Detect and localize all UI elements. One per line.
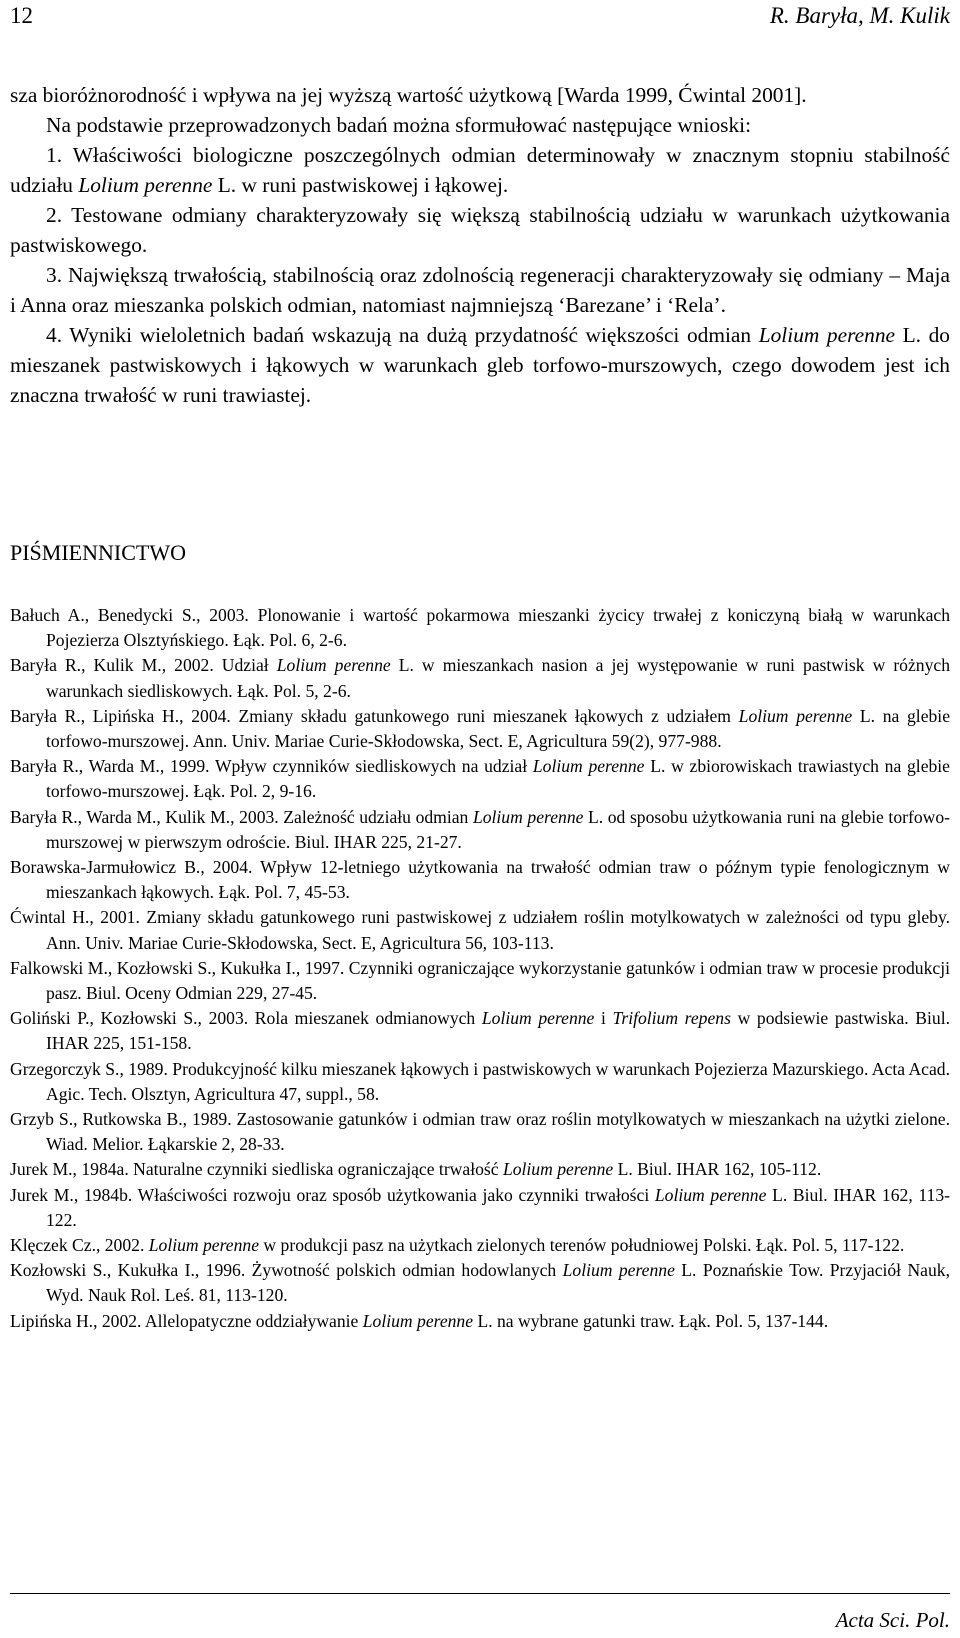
conclusion-1 <box>10 140 950 200</box>
reference-text: L. w zbiorowiskach trawiastych na glebie torfowo-murszowej. Łąk. Pol. 2, 9-16. <box>46 756 950 802</box>
reference-text: Goliński P., Kozłowski S., 2003. Rola mieszanek odmianowych <box>10 1008 482 1029</box>
reference-text: Bałuch A., Benedycki S., 2003. Plonowanie i wartość pokarmowa mieszanki życicy trwałej z koniczyną białą w warunkach Pojezierza Olsztyńskiego. Łąk. Pol. 6, 2-6. <box>10 605 950 651</box>
reference-item <box>10 1006 950 1056</box>
footer-journal: Acta Sci. Pol. <box>835 1608 950 1632</box>
reference-item <box>10 1057 950 1107</box>
reference-text: w produkcji pasz na użytkach zielonych terenów południowej Polski. Łąk. Pol. 5, 117-122. <box>259 1235 905 1256</box>
species-name: Lolium perenne <box>532 756 645 777</box>
reference-item <box>10 956 950 1006</box>
reference-text: Baryła R., Lipińska H., 2004. Zmiany składu gatunkowego runi mieszanek łąkowych z udziałem <box>10 705 739 726</box>
reference-text: Falkowski M., Kozłowski S., Kukułka I., 1997. Czynniki ograniczające wykorzystanie gatunków i odmian traw w procesie produkcji pasz. Biul. Oceny Odmian 229, 27-45. <box>10 957 950 1004</box>
species-name: Lolium perenne <box>562 1260 675 1281</box>
reference-text: Klęczek Cz., 2002. <box>10 1235 149 1256</box>
reference-item <box>10 1107 950 1157</box>
reference-item <box>10 653 950 703</box>
body-text <box>10 80 950 410</box>
reference-text: L. Biul. IHAR 162, 113-122. <box>46 1184 950 1230</box>
page-number: 12 <box>10 3 33 28</box>
paragraph: Na podstawie przeprowadzonych badań można sformułować następujące wnioski: <box>46 113 752 137</box>
reference-text: i <box>594 1008 613 1029</box>
reference-text: L. Poznańskie Tow. Przyjaciół Nauk, Wyd. Nauk Rol. Leś. 81, 113-120. <box>46 1260 950 1306</box>
reference-text: Baryła R., Warda M., 1999. Wpływ czynników siedliskowych na udział <box>10 756 533 777</box>
species-name: Lolium perenne <box>502 1159 614 1180</box>
reference-text: w podsiewie pastwiska. Biul. IHAR 225, 151-158. <box>46 1008 950 1054</box>
reference-text: Borawska-Jarmułowicz B., 2004. Wpływ 12-letniego użytkowania na trwałość odmian traw o późnym typie fenologicznym w mieszankach łąkowych. Łąk. Pol. 7, 45-53. <box>10 857 950 903</box>
text: L. do mieszanek pastwiskowych i łąkowych w warunkach gleb torfowo-murszowych, czego dowodem jest ich znaczna trwałość w runi trawiastej. <box>10 323 951 407</box>
text: 4. Wyniki wieloletnich badań wskazują na dużą przydatność większości odmian <box>46 323 759 347</box>
reference-text: Baryła R., Kulik M., 2002. Udział <box>10 655 277 676</box>
species-name: Lolium perenne <box>481 1008 595 1029</box>
conclusion-4 <box>10 320 950 410</box>
species-name: Lolium perenne <box>362 1310 474 1331</box>
reference-text: L. od sposobu użytkowania runi na glebie torfowo-murszowej w pierwszym odroście. Biul. IHAR 225, 21-27. <box>46 806 950 852</box>
reference-item <box>10 1183 950 1233</box>
species-name: Lolium perenne <box>758 323 896 347</box>
references-list <box>10 603 950 1334</box>
reference-text: L. Biul. IHAR 162, 105-112. <box>613 1159 822 1180</box>
reference-item <box>10 855 950 905</box>
reference-item <box>10 1309 950 1334</box>
reference-text: L. w mieszankach nasion a jej występowanie w runi pastwisk w różnych warunkach siedliskowych. Łąk. Pol. 5, 2-6. <box>46 655 950 701</box>
reference-item <box>10 1233 950 1258</box>
conclusion-3: 3. Największą trwałością, stabilnością oraz zdolnością regeneracji charakteryzowały się odmiany – Maja i Anna oraz mieszanka polskich odmian, natomiast najmniejszą ‘Barezane’ i ‘Rela’. <box>10 263 950 317</box>
reference-item <box>10 704 950 754</box>
species-name: Lolium perenne <box>738 705 853 726</box>
reference-text: Grzegorczyk S., 1989. Produkcyjność kilku mieszanek łąkowych i pastwiskowych w warunkach Pojezierza Mazurskiego. Acta Acad. Agic. Tech. Olsztyn, Agricultura 47, suppl., 58. <box>10 1058 950 1104</box>
paragraph: sza bioróżnorodność i wpływa na jej wyższą wartość użytkową [Warda 1999, Ćwintal 2001]. <box>10 83 807 107</box>
reference-item <box>10 805 950 855</box>
reference-text: Baryła R., Warda M., Kulik M., 2003. Zależność udziału odmian <box>10 806 473 827</box>
reference-text: L. na glebie torfowo-murszowej. Ann. Univ. Mariae Curie-Skłodowska, Sect. E, Agricultura 59(2), 977-988. <box>46 705 950 752</box>
species-name: Lolium perenne <box>654 1184 767 1205</box>
reference-text: Kozłowski S., Kukułka I., 1996. Żywotność polskich odmian hodowlanych <box>10 1260 563 1281</box>
reference-item <box>10 754 950 804</box>
text: 1. Właściwości biologiczne poszczególnych odmian determinowały w znacznym stopniu stabilność udziału <box>10 143 950 197</box>
reference-text: Ćwintal H., 2001. Zmiany składu gatunkowego runi pastwiskowej z udziałem roślin motylkowatych w zależności od typu gleby. Ann. Univ. Mariae Curie-Skłodowska, Sect. E, Agricultura 56, 103-113. <box>10 907 950 953</box>
footer-rule <box>10 1593 950 1594</box>
reference-text: Grzyb S., Rutkowska B., 1989. Zastosowanie gatunków i odmian traw oraz roślin motylkowatych w mieszankach na użytki zielone. Wiad. Melior. Łąkarskie 2, 28-33. <box>10 1109 950 1155</box>
reference-item <box>10 905 950 955</box>
reference-text: Lipińska H., 2002. Allelopatyczne oddziaływanie <box>10 1310 363 1331</box>
species-name: Lolium perenne <box>148 1235 260 1256</box>
species-name: Lolium perenne <box>78 173 213 197</box>
running-head: R. Baryła, M. Kulik <box>769 3 950 28</box>
species-name: Trifolium repens <box>612 1008 731 1029</box>
reference-text: Jurek M., 1984b. Właściwości rozwoju oraz sposób użytkowania jako czynniki trwałości <box>10 1184 655 1205</box>
species-name: Lolium perenne <box>276 655 391 676</box>
reference-item <box>10 603 950 653</box>
text: L. w runi pastwiskowej i łąkowej. <box>212 173 509 197</box>
conclusion-2: 2. Testowane odmiany charakteryzowały się większą stabilnością udziału w warunkach użytkowania pastwiskowego. <box>10 203 950 257</box>
reference-text: Jurek M., 1984a. Naturalne czynniki siedliska ograniczające trwałość <box>10 1159 503 1180</box>
reference-item <box>10 1157 950 1182</box>
reference-item <box>10 1258 950 1308</box>
section-title: PIŚMIENNICTWO <box>10 540 186 565</box>
reference-text: L. na wybrane gatunki traw. Łąk. Pol. 5, 137-144. <box>473 1310 829 1331</box>
species-name: Lolium perenne <box>472 806 584 827</box>
